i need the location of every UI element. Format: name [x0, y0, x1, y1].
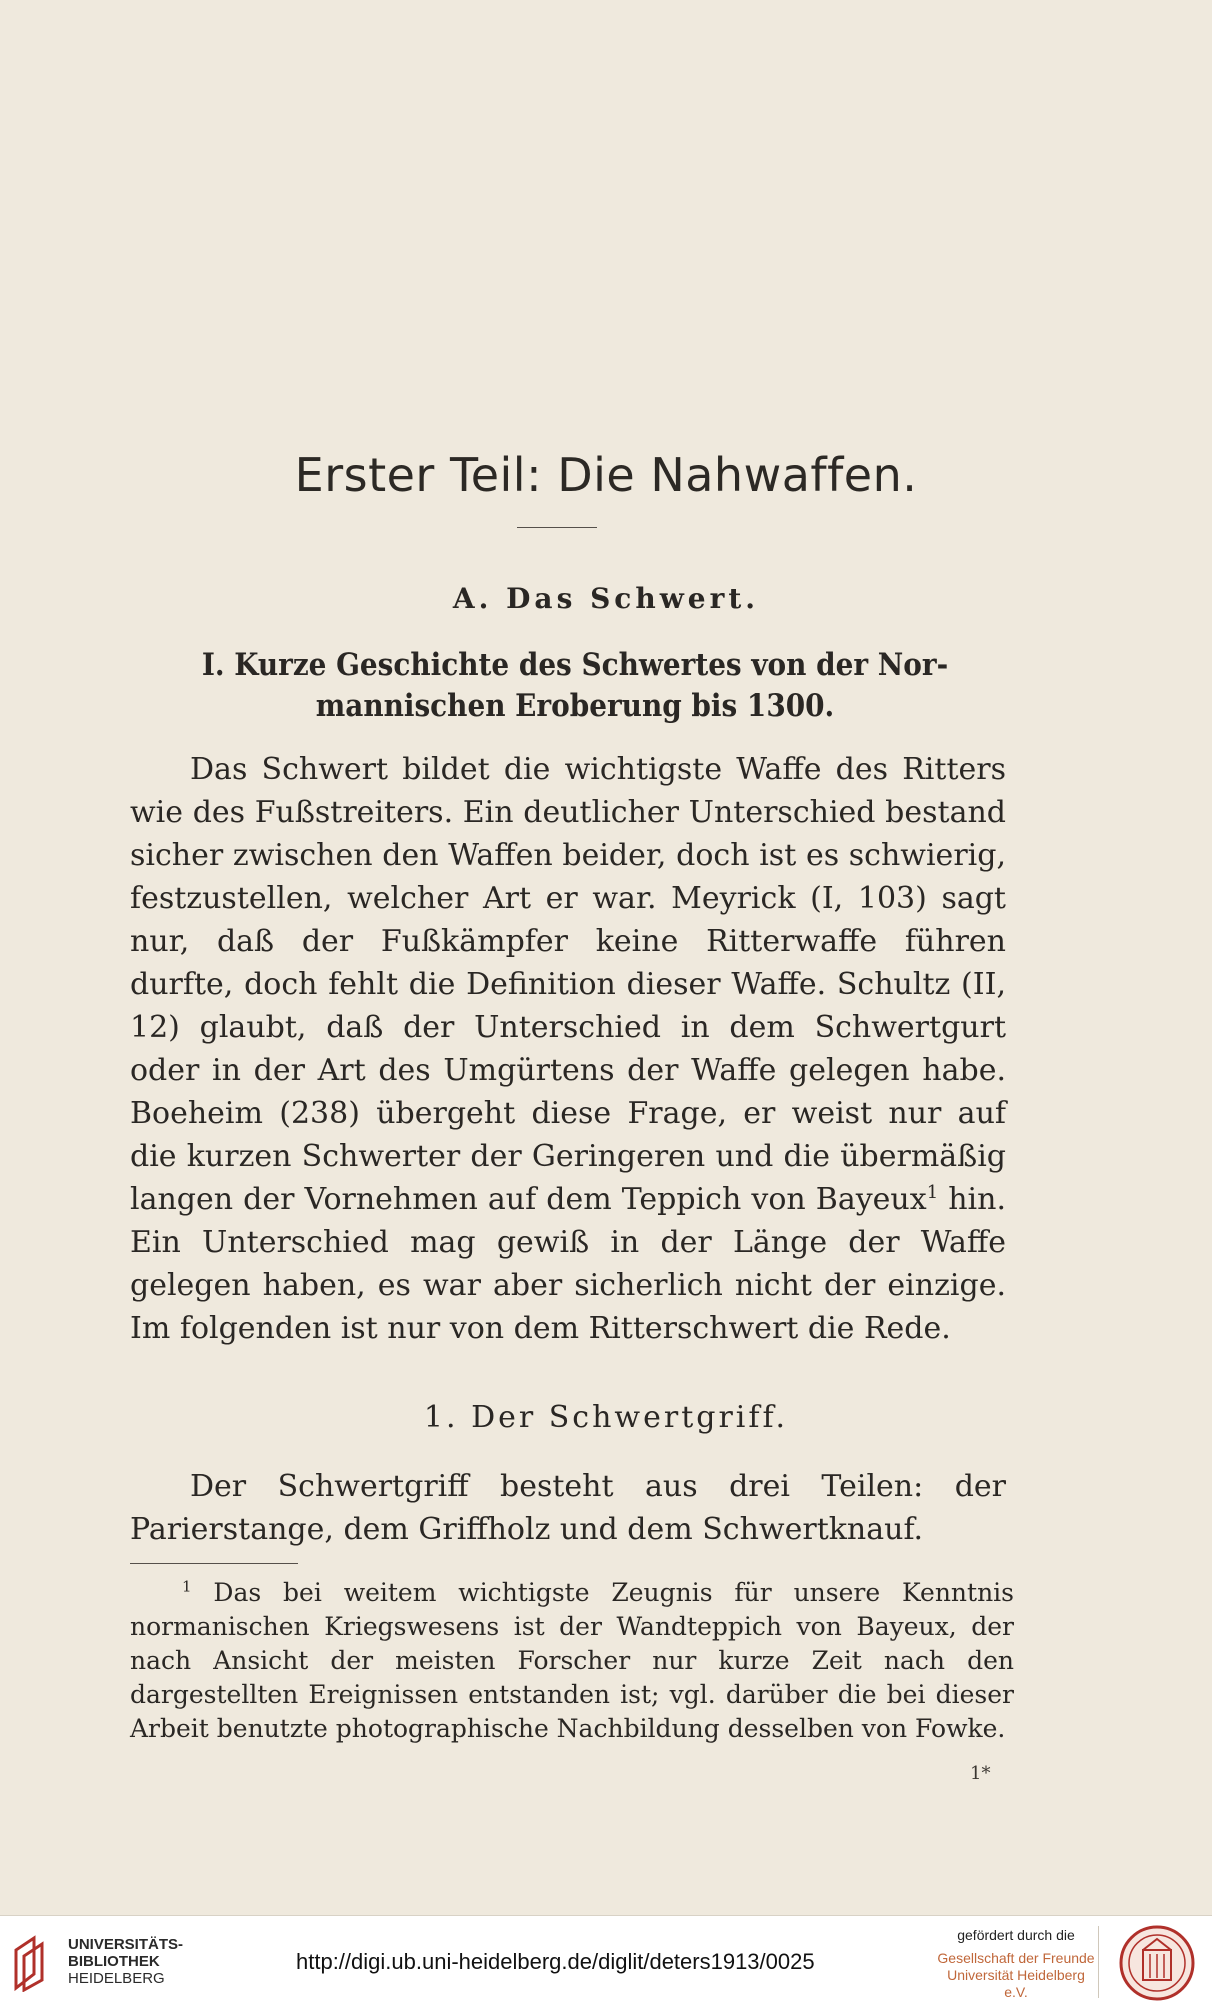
footer-divider	[1098, 1926, 1099, 1998]
sponsor-org-line-2: Universität Heidelberg e.V.	[947, 1967, 1085, 2000]
university-seal-icon[interactable]	[1116, 1924, 1198, 2002]
body-text	[130, 748, 1006, 1350]
footnote-text: Das bei weitem wichtigste Zeugnis für unsere Kenntnis normanischen Kriegswesens ist der Wandteppich von Bayeux, der nach Ansicht der meisten Forscher nur kurze Zeit nach den dargestellten Ereignissen entstanden ist; vgl. darüber die bei dieser Arbeit benutzte photographische Nachbildung desselben von Fowke.	[130, 1578, 1014, 1743]
title-divider	[517, 527, 597, 528]
footnote-reference[interactable]: 1	[926, 1182, 939, 1203]
chapter-heading	[165, 645, 985, 727]
footnote-divider	[130, 1563, 298, 1564]
sponsor-block	[936, 1927, 1096, 2001]
sponsor-lead: gefördert durch die	[957, 1927, 1075, 1943]
paragraph-text-start: Das Schwert bildet die wichtigste Waffe des Ritters wie des Fußstreiters. Ein deutlicher Unterschied bestand sicher zwischen den Waffen beider, doch ist es schwierig, festzustellen, welcher Art er war. Meyrick (I, 103) sagt nur, daß der Fußkämpfer keine Ritterwaffe führen durfte, doch fehlt die Definition dieser Waffe. Schultz (II, 12) glaubt, daß der Unterschied in dem Schwertgurt oder in der Art des Umgürtens der Waffe gelegen habe. Boeheim (238) übergeht diese Frage, er weist nur auf die kurzen Schwerter der Geringeren und die übermäßig langen der Vornehmen auf dem Teppich von Bayeux	[130, 752, 1006, 1217]
chapter-heading-text: I. Kurze Geschichte des Schwertes von der Nor- mannischen Eroberung bis 1300.	[201, 647, 949, 724]
footer-bar	[0, 1915, 1212, 2006]
library-name[interactable]	[68, 1936, 183, 1987]
library-logo-icon[interactable]	[12, 1934, 52, 1992]
footnote	[130, 1576, 1014, 1746]
library-name-line-3: HEIDELBERG	[68, 1970, 165, 1987]
paragraph-text-end: hin. Ein Unterschied mag gewiß in der Länge der Waffe gelegen haben, es war aber sicherlich nicht der einzige. Im folgenden ist nur von dem Ritterschwert die Rede.	[130, 1182, 1006, 1346]
signature-mark: 1*	[970, 1763, 991, 1784]
library-name-line-1: UNIVERSITÄTS-	[68, 1936, 184, 1953]
footnote-marker: 1	[182, 1577, 192, 1596]
body-text-2	[130, 1465, 1006, 1551]
part-title: Erster Teil: Die Nahwaffen.	[294, 448, 918, 502]
paragraph	[130, 748, 1006, 1350]
sponsor-org-line-1: Gesellschaft der Freunde	[937, 1950, 1095, 1966]
sponsor-org[interactable]	[936, 1950, 1096, 2001]
library-name-line-2: BIBLIOTHEK	[68, 1953, 160, 1970]
section-heading: A. Das Schwert.	[452, 582, 760, 615]
permalink-url[interactable]: http://digi.ub.uni-heidelberg.de/diglit/deters1913/0025	[296, 1949, 815, 1974]
paragraph-2: Der Schwertgriff besteht aus drei Teilen: der Parierstange, dem Griffholz und dem Schwertknauf.	[130, 1469, 1006, 1547]
subsection-heading: 1. Der Schwertgriff.	[423, 1400, 789, 1435]
